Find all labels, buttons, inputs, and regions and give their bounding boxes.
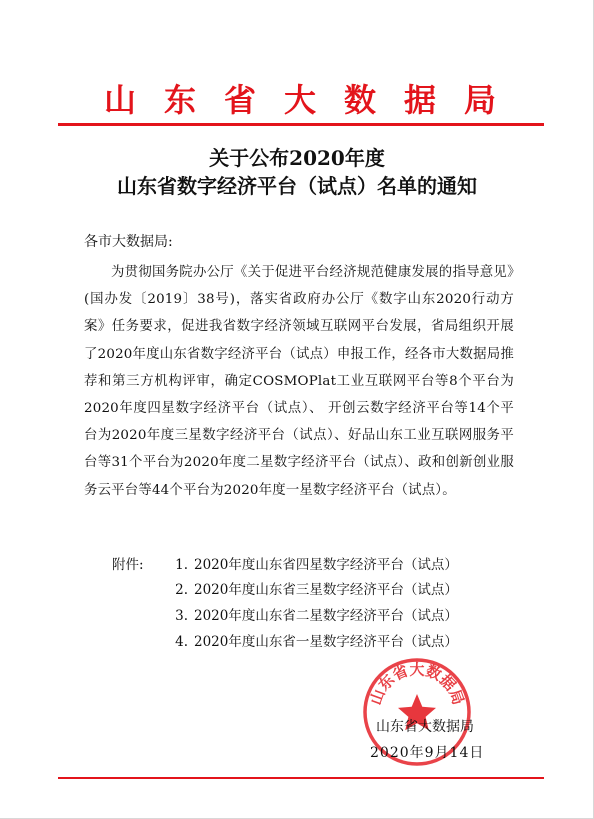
attachment-text: 2020年度山东省二星数字经济平台（试点）	[194, 608, 458, 624]
attachment-text: 2020年度山东省四星数字经济平台（试点）	[194, 557, 458, 573]
letterhead-title: 山东省大数据局	[103, 81, 524, 119]
document-title-line2: 山东省数字经济平台（试点）名单的通知	[117, 174, 477, 198]
attachment-item-3	[112, 606, 458, 626]
salutation: 各市大数据局:	[84, 234, 173, 250]
svg-text:山东省大数据局: 山东省大数据局	[366, 660, 468, 708]
attachment-text: 2020年度山东省一星数字经济平台（试点）	[194, 634, 458, 650]
attachments-label: 附件:	[112, 557, 144, 573]
attachment-number: 4.	[175, 634, 188, 650]
signature-date: 2020年9月14日	[370, 745, 485, 761]
attachment-number: 2.	[175, 582, 188, 598]
attachment-number: 1.	[175, 557, 188, 573]
footer-divider	[58, 777, 544, 779]
body-paragraph: 为贯彻国务院办公厅《关于促进平台经济规范健康发展的指导意见》(国办发〔2019〕38号)，落实省政府办公厅《数字山东2020行动方案》任务要求，促进我省数字经济领域互联网平台发展，省局组织开展了2020年度山东省数字经济平台（试点）申报工作，经各市大数据局推荐和第三方机构评审，确定COSMOPlat工业互联网平台等8个平台为2020年度四星数字经济平台（试点）、 开创云数字经济平台等14个平台为2020年度三星数字经济平台（试点）、好品山东工业互联网服务平台等31个平台为2020年度二星数字经济平台（试点）、政和创新创业服务云平台等44个平台为2020年度一星数字经济平台（试点）。	[84, 265, 514, 498]
signature-organization: 山东省大数据局	[376, 719, 474, 735]
attachment-item-2	[112, 580, 458, 600]
attachment-number: 3.	[175, 608, 188, 624]
attachment-item-1	[112, 555, 458, 575]
attachment-item-4	[112, 632, 458, 652]
letterhead-divider	[58, 123, 544, 126]
attachment-text: 2020年度山东省三星数字经济平台（试点）	[194, 582, 458, 598]
document-title-line1: 关于公布2020年度	[209, 146, 385, 170]
